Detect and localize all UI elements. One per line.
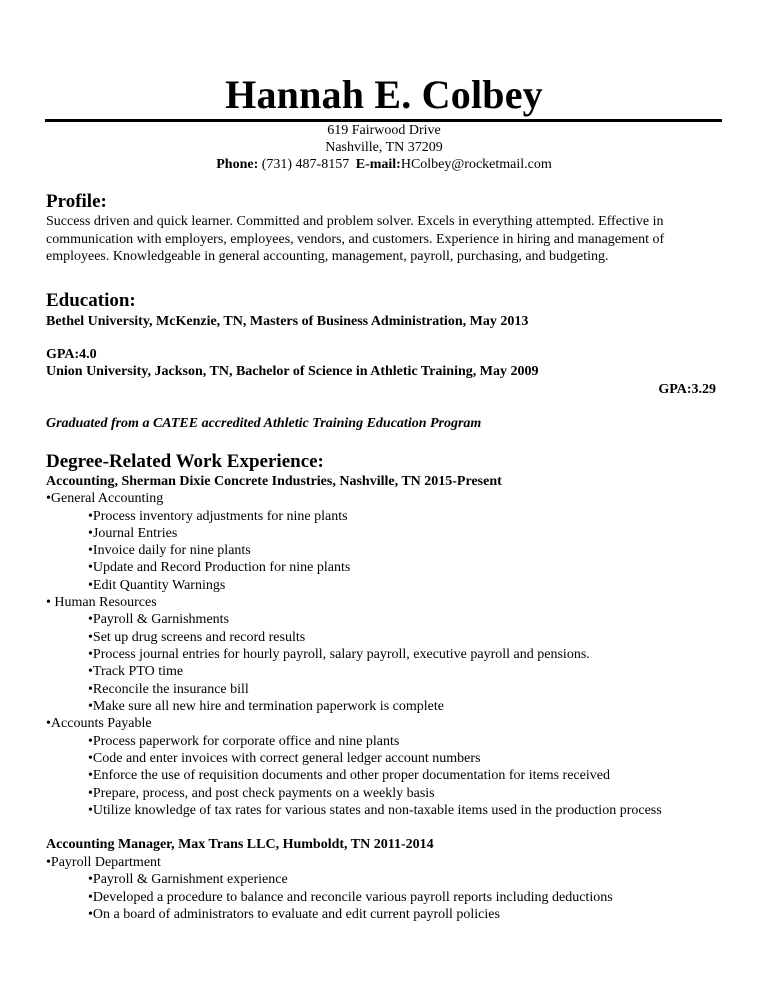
- list-item: •Process inventory adjustments for nine plants: [88, 509, 348, 524]
- list-item: •Payroll & Garnishments: [88, 612, 229, 627]
- candidate-name: Hannah E. Colbey: [225, 72, 543, 117]
- education-1-date: May 2013: [469, 314, 529, 329]
- list-item: •Prepare, process, and post check payments on a weekly basis: [88, 786, 435, 801]
- list-item: •Payroll & Garnishment experience: [88, 872, 288, 887]
- education-entry-2: Union University, Jackson, TN, Bachelor of Science in Athletic Training, May 2009: [46, 364, 539, 379]
- list-item: •Reconcile the insurance bill: [88, 682, 249, 697]
- list-item: •Invoice daily for nine plants: [88, 543, 251, 558]
- education-heading: Education:: [46, 290, 136, 311]
- profile-text: Success driven and quick learner. Committed and problem solver. Excels in everything attempted. Effective in communication with employers, employees, vendors, and customers. Experience in hiring and management of employees. Knowledgeable in general accounting, management, payroll, purchasing, and budgeting.: [46, 214, 665, 264]
- list-item: •Journal Entries: [88, 526, 178, 541]
- list-item: •Utilize knowledge of tax rates for various states and non-taxable items used in the production process: [88, 803, 662, 818]
- phone-label: Phone:: [216, 157, 259, 172]
- list-item: •Developed a procedure to balance and reconcile various payroll reports including deductions: [88, 890, 613, 905]
- profile-heading: Profile:: [46, 191, 107, 212]
- list-item: •Set up drug screens and record results: [88, 630, 306, 645]
- list-item: •Edit Quantity Warnings: [88, 578, 226, 593]
- job-1-section-accounts-payable: •Accounts Payable: [46, 716, 152, 731]
- education-1-school: Bethel University, McKenzie, TN: [46, 314, 243, 329]
- education-1-degree: Masters of Business Administration: [249, 314, 463, 329]
- list-item: •Process paperwork for corporate office and nine plants: [88, 734, 400, 749]
- job-1-title: Accounting, Sherman Dixie Concrete Industries, Nashville, TN 2015-Present: [46, 474, 502, 489]
- job-1-section-human-resources: • Human Resources: [46, 595, 157, 610]
- list-item: •On a board of administrators to evaluate and edit current payroll policies: [88, 907, 500, 922]
- education-1-gpa: GPA:4.0: [46, 347, 97, 362]
- address-line-2: Nashville, TN 37209: [325, 140, 443, 155]
- job-1-section-general-accounting: •General Accounting: [46, 491, 164, 506]
- list-item: •Process journal entries for hourly payroll, salary payroll, executive payroll and pensions.: [88, 647, 590, 662]
- email-label: E-mail:: [355, 157, 401, 172]
- phone-number: (731) 487-8157: [261, 157, 350, 172]
- email-address: HColbey@rocketmail.com: [400, 157, 552, 172]
- experience-heading: Degree-Related Work Experience:: [46, 451, 324, 472]
- contact-line: [0, 156, 768, 173]
- education-2-gpa: GPA:3.29: [658, 382, 716, 397]
- address-line-1: 619 Fairwood Drive: [327, 123, 441, 138]
- education-entry-1: Bethel University, McKenzie, TN, Masters of Business Administration, May 2013: [46, 314, 529, 329]
- list-item: •Make sure all new hire and termination paperwork is complete: [88, 699, 444, 714]
- list-item: •Enforce the use of requisition documents and other proper documentation for items received: [88, 768, 610, 783]
- list-item: •Code and enter invoices with correct general ledger account numbers: [88, 751, 481, 766]
- job-2-section-payroll: •Payroll Department: [46, 855, 161, 870]
- list-item: •Track PTO time: [88, 664, 184, 679]
- education-note: Graduated from a CATEE accredited Athletic Training Education Program: [46, 416, 482, 431]
- list-item: •Update and Record Production for nine plants: [88, 560, 351, 575]
- job-2-title: Accounting Manager, Max Trans LLC, Humboldt, TN 2011-2014: [46, 837, 434, 852]
